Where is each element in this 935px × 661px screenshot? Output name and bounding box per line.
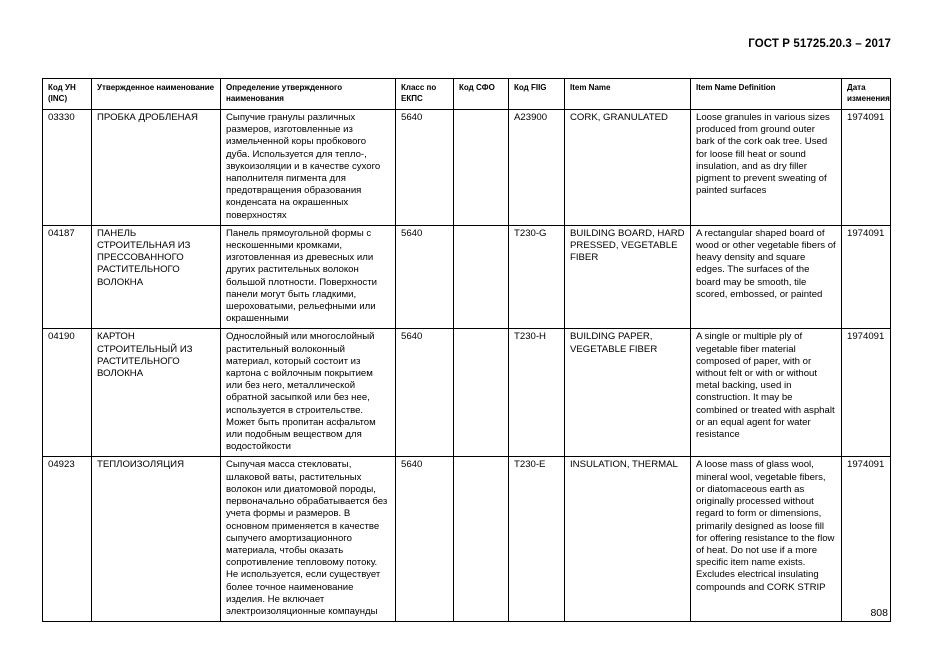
cell-ekps-class: 5640 [396,225,454,329]
cell-fiig-code: T230-E [509,457,565,622]
cell-fiig-code: T230-H [509,329,565,457]
table-row [43,329,891,457]
cell-sfo-code [454,457,509,622]
column-header-approved-name: Утвержденное наименование [92,79,221,110]
table-row [43,110,891,226]
table-header-row [43,79,891,110]
cell-item-definition: A loose mass of glass wool, mineral wool, vegetable fibers, or diatomaceous earth as originally processed without regard to form or dimensions, primarily designed as loose fill for offering resistance to the flow of heat. Do not use if a more specific item name exists. Excludes electrical insulating compounds and CORK STRIP [691,457,842,622]
cell-change-date: 1974091 [842,457,891,622]
column-header-sfo-code: Код СФО [454,79,509,110]
column-header-change-date: Дата изменения [842,79,891,110]
cell-item-definition: A rectangular shaped board of wood or other vegetable fibers of heavy density and square edges. The surfaces of the board may be smooth, tile scored, embossed, or painted [691,225,842,329]
cell-approved-name: ТЕПЛОИЗОЛЯЦИЯ [92,457,221,622]
cell-item-name: BUILDING BOARD, HARD PRESSED, VEGETABLE FIBER [565,225,691,329]
cell-change-date: 1974091 [842,225,891,329]
cell-item-name: INSULATION, THERMAL [565,457,691,622]
cell-approved-name: ПАНЕЛЬ СТРОИТЕЛЬНАЯ ИЗ ПРЕССОВАННОГО РАСТИТЕЛЬНОГО ВОЛОКНА [92,225,221,329]
cell-ekps-class: 5640 [396,110,454,226]
cell-inc: 03330 [43,110,92,226]
column-header-definition: Определение утвержденного наименования [221,79,396,110]
column-header-item-definition: Item Name Definition [691,79,842,110]
page-number: 808 [870,607,888,619]
cell-approved-name: ПРОБКА ДРОБЛЕНАЯ [92,110,221,226]
cell-change-date: 1974091 [842,329,891,457]
cell-sfo-code [454,110,509,226]
cell-ekps-class: 5640 [396,329,454,457]
cell-item-definition: Loose granules in various sizes produced from ground outer bark of the cork oak tree. Used for loose fill heat or sound insulation, and as dry filler pigment to prevent sweating of painted surfaces [691,110,842,226]
cell-sfo-code [454,329,509,457]
cell-inc: 04187 [43,225,92,329]
table-row [43,457,891,622]
cell-inc: 04190 [43,329,92,457]
cell-inc: 04923 [43,457,92,622]
table-row [43,225,891,329]
cell-definition: Однослойный или многослойный растительный волоконный материал, который состоит из картона с войлочным покрытием или без него, металлической обратной засыпкой или без нее, используется в строительстве. Может быть пропитан асфальтом или подобным веществом для водостойкости [221,329,396,457]
column-header-ekps-class: Класс по ЕКПС [396,79,454,110]
cell-item-definition: A single or multiple ply of vegetable fiber material composed of paper, with or without felt or with or without metal backing, used in construction. It may be combined or treated with asphalt or an equal agent for water resistance [691,329,842,457]
column-header-item-name: Item Name [565,79,691,110]
cell-definition: Сыпучая масса стекловаты, шлаковой ваты, растительных волокон или диатомовой породы, первоначально обрабатывается без учета формы и размеров. В основном применяется в качестве сыпучего амортизационного материала, чтобы оказать сопротивление тепловому потоку. Не используется, если существует более точное наименование изделия. Не включает электроизоляционные компаунды [221,457,396,622]
cell-ekps-class: 5640 [396,457,454,622]
cell-item-name: BUILDING PAPER, VEGETABLE FIBER [565,329,691,457]
cell-definition: Панель прямоугольной формы с нескошенными кромками, изготовленная из древесных или других растительных волокон большой плотности. Поверхности панели могут быть гладкими, шероховатыми, рельефными или окрашенными [221,225,396,329]
cell-change-date: 1974091 [842,110,891,226]
column-header-inc: Код УН (INC) [43,79,92,110]
catalog-table [42,78,891,622]
cell-fiig-code: A23900 [509,110,565,226]
cell-sfo-code [454,225,509,329]
cell-fiig-code: T230-G [509,225,565,329]
document-header: ГОСТ Р 51725.20.3 – 2017 [748,38,891,50]
cell-definition: Сыпучие гранулы различных размеров, изготовленные из измельченной коры пробкового дуба. Используется для тепло-, звукоизоляции и в качестве сухого наполнителя пигмента для предотвращения образования конденсата на окрашенных поверхностях [221,110,396,226]
column-header-fiig-code: Код FIIG [509,79,565,110]
cell-item-name: CORK, GRANULATED [565,110,691,226]
cell-approved-name: КАРТОН СТРОИТЕЛЬНЫЙ ИЗ РАСТИТЕЛЬНОГО ВОЛОКНА [92,329,221,457]
